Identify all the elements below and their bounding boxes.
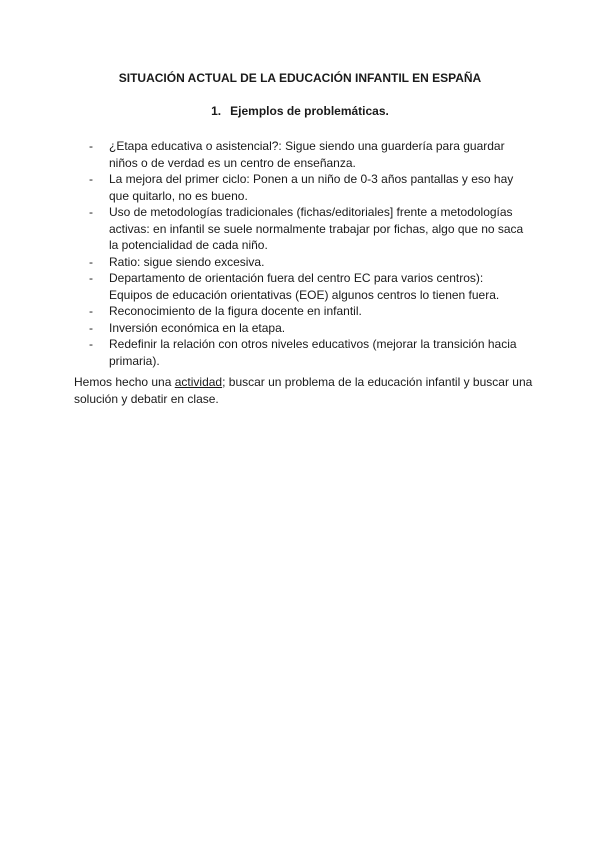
bullet-dash: -: [89, 172, 93, 186]
list-item-text: Ratio: sigue siendo excesiva.: [109, 254, 265, 269]
document-title: SITUACIÓN ACTUAL DE LA EDUCACIÓN INFANTIL EN ESPAÑA: [118, 71, 482, 85]
paragraph-text-before: Hemos hecho una: [74, 375, 175, 389]
list-item: [89, 303, 529, 320]
bullet-dash: -: [89, 205, 93, 219]
section-label: Ejemplos de problemáticas.: [230, 104, 389, 118]
bullet-dash: -: [89, 254, 93, 269]
section-number: 1.: [211, 104, 222, 118]
bullet-dash: -: [89, 320, 93, 335]
section-heading: [0, 103, 600, 120]
bullet-dash: -: [89, 139, 93, 153]
list-item-text: La mejora del primer ciclo: Ponen a un niño de 0-3 años pantallas y eso hay que quitarlo, no es bueno.: [109, 172, 514, 203]
list-item-text: Inversión económica en la etapa.: [109, 320, 286, 335]
list-item-text: Departamento de orientación fuera del centro EC para varios centros): Equipos de educación orientativas (EOE) algunos centros lo tienen fuera.: [109, 271, 500, 302]
list-item-text: Reconocimiento de la figura docente en infantil.: [109, 304, 362, 318]
list-item: [89, 270, 529, 303]
problem-list: [89, 138, 529, 369]
bullet-dash: -: [89, 337, 93, 351]
paragraph-text-after: ; buscar un problema de la educación infantil y buscar una solución y debatir en clase.: [74, 375, 533, 406]
list-item: [89, 138, 529, 171]
bullet-dash: -: [89, 271, 93, 285]
list-item-text: Redefinir la relación con otros niveles educativos (mejorar la transición hacia primaria).: [109, 337, 517, 368]
list-item-text: ¿Etapa educativa o asistencial?: Sigue siendo una guardería para guardar niños o de verdad es un centro de enseñanza.: [109, 139, 505, 170]
list-item: [89, 204, 529, 254]
list-item-text: Uso de metodologías tradicionales (fichas/editoriales] frente a metodologías activas: en infantil se suele normalmente trabajar por fichas, algo que no saca la potencialidad de cada niño.: [109, 205, 524, 252]
activity-paragraph: [74, 374, 534, 407]
activity-link[interactable]: actividad: [174, 375, 223, 389]
bullet-dash: -: [89, 304, 93, 318]
list-item: [89, 254, 529, 271]
list-item: [89, 320, 529, 337]
list-item: [89, 171, 529, 204]
list-item: [89, 336, 529, 369]
